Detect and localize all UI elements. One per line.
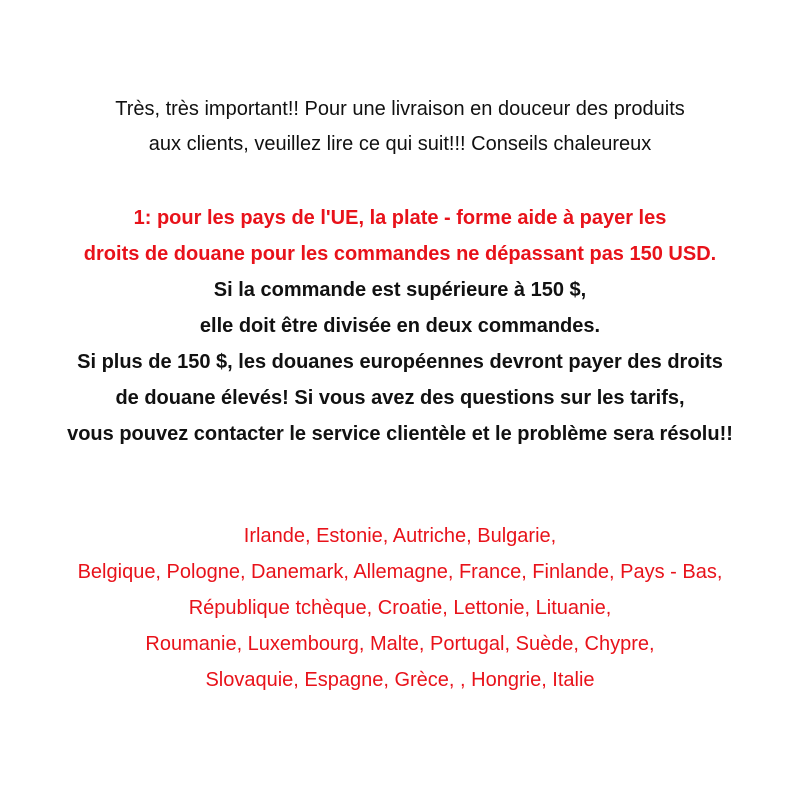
country-list-line: Belgique, Pologne, Danemark, Allemagne, France, Finlande, Pays - Bas,	[77, 561, 723, 583]
eu-country-list	[0, 518, 800, 698]
notice-line: Si la commande est supérieure à 150 $,	[213, 279, 587, 301]
notice-line-eu-policy: 1: pour les pays de l'UE, la plate - forme aide à payer les	[133, 207, 667, 229]
country-list-line: Roumanie, Luxembourg, Malte, Portugal, Suède, Chypre,	[145, 633, 655, 655]
country-list-line: Irlande, Estonie, Autriche, Bulgarie,	[243, 525, 557, 547]
customs-notice	[0, 200, 800, 452]
notice-line-eu-policy: droits de douane pour les commandes ne dépassant pas 150 USD.	[83, 243, 717, 265]
intro-paragraph	[0, 92, 800, 162]
notice-line: elle doit être divisée en deux commandes.	[199, 315, 601, 337]
intro-line: aux clients, veuillez lire ce qui suit!!! Conseils chaleureux	[148, 133, 652, 155]
notice-line: Si plus de 150 $, les douanes européennes devront payer des droits	[77, 351, 723, 373]
notice-line: de douane élevés! Si vous avez des questions sur les tarifs,	[115, 387, 685, 409]
country-list-line: Slovaquie, Espagne, Grèce, , Hongrie, Italie	[205, 669, 595, 691]
intro-line: Très, très important!! Pour une livraison en douceur des produits	[115, 98, 685, 120]
country-list-line: République tchèque, Croatie, Lettonie, Lituanie,	[188, 597, 612, 619]
notice-line: vous pouvez contacter le service clientèle et le problème sera résolu!!	[67, 423, 733, 445]
